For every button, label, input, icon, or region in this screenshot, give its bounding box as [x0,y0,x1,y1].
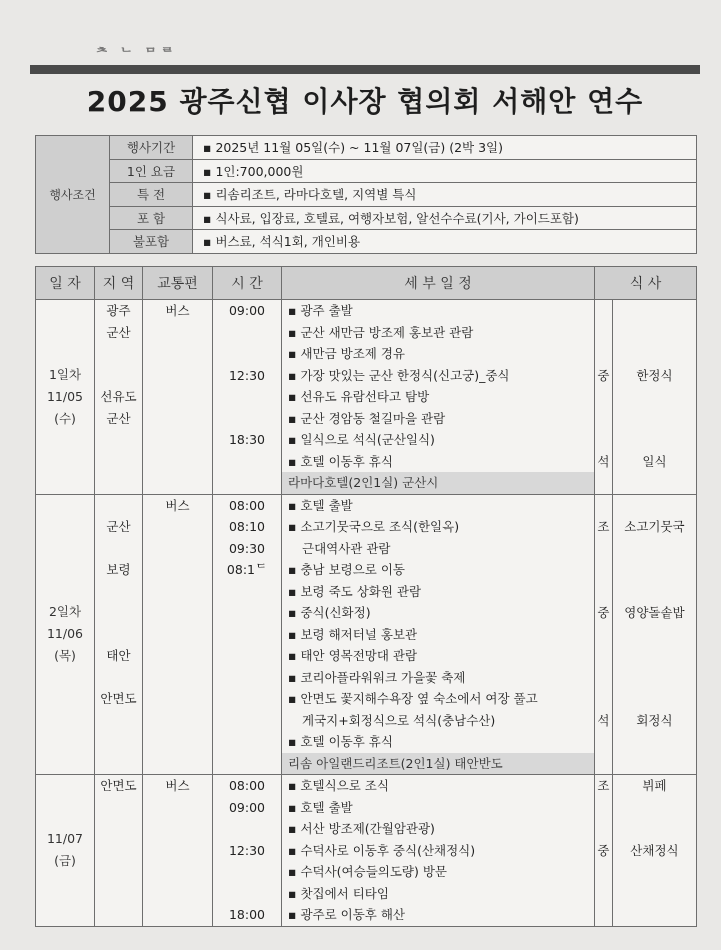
transport-line [143,408,212,430]
meal-mark [595,408,612,430]
region-line: 군산 [106,519,131,534]
meal-mark [595,688,612,710]
detail-line: ▪ 보령 해저터널 홍보관 [288,626,418,642]
meal-name [613,688,696,710]
meal-name [613,581,696,603]
meal-mark: 석 [597,712,610,728]
meal-name [613,731,696,753]
meal-mark [595,904,612,926]
time-line [213,667,281,689]
meal-mark [595,559,612,581]
spacer [613,753,696,775]
region-line: 광주 [106,303,131,318]
meal-name: 회정식 [636,712,673,728]
region-line: 선유도 [100,389,137,404]
hotel-info: 리솜 아일랜드리조트(2인1실) 태안반도 [282,753,594,775]
condition-value: ▪ 리솜리조트, 라마다호텔, 지역별 특식 [193,183,697,207]
time-line: 09:00 [228,303,266,318]
time-line: 08:00 [228,497,266,513]
detail-line: ▪ 태안 영목전망대 관람 [288,648,418,663]
detail-line: ▪ 호텔 출발 [288,497,353,513]
transport-line [143,343,212,365]
region-line: 보령 [106,562,131,577]
meal-mark: 석 [597,453,610,469]
meal-mark [595,343,612,365]
day-label-line: 11/07 [46,831,84,847]
meal-mark [595,861,612,883]
meal-mark [595,322,612,344]
header-region: 지 역 [95,267,143,300]
transport-line [143,559,212,581]
detail-line: ▪ 수덕사(여승들의도량) 방문 [288,864,447,879]
time-line: 09:00 [228,799,266,815]
detail-line: ▪ 중식(신화정) [288,605,371,620]
transport-line [143,538,212,560]
meal-name [613,624,696,646]
day-label-line: 11/05 [46,388,84,404]
header-fragment: ᄎ ᄂ ᄆᄅ [95,47,177,63]
day-label-line: 1일차 [48,366,82,382]
region-line [95,581,142,603]
meal-name [613,645,696,667]
region-line [95,495,142,517]
meal-mark [595,538,612,560]
spacer [143,472,212,494]
meal-name [613,559,696,581]
region-line [95,818,142,840]
meal-name [613,386,696,408]
time-line [213,343,281,365]
detail-line: ▪ 군산 경암동 철길마을 관람 [288,410,446,426]
transport-cell [143,775,213,927]
transport-line [143,645,212,667]
meal-name [613,300,696,322]
condition-key: 1인 요금 [110,159,193,183]
region-line: 태안 [106,648,131,663]
region-line [95,731,142,753]
time-cell [213,300,282,495]
meal-name: 뷔페 [642,778,667,793]
transport-line [143,883,212,905]
transport-cell [143,300,213,495]
region-line [95,861,142,883]
spacer [595,472,612,494]
meal-name [613,797,696,819]
detail-line: ▪ 코리아플라워워크 가을꽃 축제 [288,669,466,685]
transport-line [143,451,212,473]
detail-cell [282,300,595,495]
day-label-line: 2일차 [48,604,82,620]
meal-name [613,322,696,344]
region-line: 군산 [106,324,131,340]
meal-name [613,343,696,365]
meal-name-cell [612,300,696,495]
day-label-line: (목) [54,648,76,664]
condition-value: ▪ 2025년 11월 05일(수) ~ 11월 07일(금) (2박 3일) [193,136,697,160]
transport-line [143,386,212,408]
detail-line: ▪ 수덕사로 이동후 중식(산채정식) [288,842,476,858]
top-divider-bar [30,65,700,74]
transport-line [143,516,212,538]
transport-line: 버스 [165,303,190,318]
meal-mark [595,581,612,603]
transport-line: 버스 [165,497,190,513]
transport-line [143,429,212,451]
detail-line: ▪ 가장 맛있는 군산 한정식(신고궁)_중식 [288,367,510,383]
condition-key: 포 함 [110,206,193,230]
time-line [213,451,281,473]
region-line [95,710,142,732]
time-line [213,602,281,624]
conditions-label: 행사조건 [36,136,110,254]
detail-line: ▪ 호텔식으로 조식 [288,778,389,793]
detail-line: ▪ 서산 방조제(간월암관광) [288,821,435,836]
transport-line [143,861,212,883]
header-time: 시 간 [213,267,282,300]
time-line: 08:00 [228,778,266,793]
transport-line [143,624,212,646]
meal-mark [595,429,612,451]
day-label-cell [36,775,95,927]
meal-name: 한정식 [636,367,673,383]
spacer [95,472,142,494]
region-line [95,797,142,819]
time-line [213,581,281,603]
time-line: 08:10 [228,519,266,534]
meal-name [613,408,696,430]
meal-mark [595,883,612,905]
meal-name [613,495,696,517]
time-line: 12:30 [228,842,266,858]
region-cell [95,775,143,927]
detail-line: ▪ 새만금 방조제 경유 [288,346,405,361]
transport-line [143,818,212,840]
time-line: 08:1ᄃ [226,562,268,577]
meal-name: 영양돌솥밥 [624,605,685,620]
meal-mark [595,797,612,819]
detail-line: ▪ 광주로 이동후 해산 [288,907,405,922]
spacer [143,753,212,775]
spacer [213,753,281,775]
meal-mark: 조 [597,778,610,793]
detail-line: ▪ 찻집에서 티타임 [288,885,389,901]
conditions-table [35,135,697,254]
time-line [213,624,281,646]
meal-name: 산채정식 [630,842,679,858]
meal-mark-cell [595,300,613,495]
region-line: 군산 [106,410,131,426]
time-line [213,408,281,430]
transport-line [143,602,212,624]
transport-line [143,365,212,387]
detail-line: ▪ 군산 새만금 방조제 홍보관 관람 [288,324,474,340]
time-cell [213,775,282,927]
detail-line: ▪ 충남 보령으로 이동 [288,562,405,577]
detail-line: ▪ 안면도 꽃지해수욕장 옆 숙소에서 여장 풀고 [288,691,538,706]
condition-value: ▪ 버스료, 석식1회, 개인비용 [193,230,697,254]
time-line [213,883,281,905]
meal-mark-cell [595,494,613,775]
day-label-line: (금) [54,853,76,869]
spacer [613,472,696,494]
region-line [95,429,142,451]
transport-line: 버스 [165,778,190,793]
time-line [213,861,281,883]
spacer [95,753,142,775]
meal-mark [595,645,612,667]
detail-line: ▪ 호텔 출발 [288,799,353,815]
region-line [95,840,142,862]
region-line [95,343,142,365]
transport-cell [143,494,213,775]
header-transport: 교통편 [143,267,213,300]
region-line: 안면도 [100,691,137,706]
transport-line [143,322,212,344]
page-title: 2025 광주신협 이사장 협의회 서해안 연수 [86,85,644,118]
meal-name [613,883,696,905]
time-line: 18:00 [228,907,266,922]
day-label-line: 11/06 [46,626,84,642]
day-label-cell [36,300,95,495]
transport-line [143,667,212,689]
time-line: 12:30 [228,367,266,383]
region-line [95,538,142,560]
region-line [95,883,142,905]
schedule-day-row [36,775,697,927]
time-line [213,731,281,753]
region-line [95,904,142,926]
header-meal: 식 사 [595,267,697,300]
region-line [95,624,142,646]
condition-value: ▪ 1인:700,000원 [193,159,697,183]
meal-name [613,667,696,689]
detail-line: ▪ 선유도 유람선타고 탐방 [288,389,430,404]
meal-mark [595,386,612,408]
spacer [213,472,281,494]
time-line [213,386,281,408]
day-label-line: (수) [54,410,76,426]
day-label-cell [36,494,95,775]
time-cell [213,494,282,775]
meal-name [613,538,696,560]
schedule-day-row [36,300,697,495]
condition-key: 불포함 [110,230,193,254]
hotel-info: 라마다호텔(2인1실) 군산시 [282,472,594,494]
condition-key: 행사기간 [110,136,193,160]
detail-cell [282,494,595,775]
spacer [595,753,612,775]
meal-mark [595,818,612,840]
region-line [95,602,142,624]
schedule-day-row [36,494,697,775]
time-line: 09:30 [228,540,266,556]
meal-mark [595,624,612,646]
condition-key: 특 전 [110,183,193,207]
time-line [213,688,281,710]
transport-line [143,581,212,603]
region-cell [95,300,143,495]
detail-line: ▪ 소고기뭇국으로 조식(한일옥) [288,519,460,534]
region-line [95,451,142,473]
meal-mark [595,495,612,517]
meal-mark: 중 [597,842,610,858]
time-line [213,818,281,840]
meal-name-cell [612,494,696,775]
detail-line: ▪ 광주 출발 [288,303,353,318]
header-detail: 세 부 일 정 [282,267,595,300]
meal-name-cell [612,775,696,927]
meal-mark [595,300,612,322]
meal-name [613,861,696,883]
time-line [213,710,281,732]
meal-name: 일식 [642,453,667,469]
detail-line: 근대역사관 관람 [302,540,391,556]
detail-line: ▪ 일식으로 석식(군산일식) [288,432,435,447]
time-line [213,645,281,667]
meal-mark [595,731,612,753]
meal-name [613,429,696,451]
condition-value: ▪ 식사료, 입장료, 호텔료, 여행자보험, 알선수수료(기사, 가이드포함) [193,206,697,230]
detail-cell [282,775,595,927]
header-day: 일 자 [36,267,95,300]
schedule-table [35,266,697,927]
region-line: 안면도 [100,778,137,793]
detail-line: 게국지+회정식으로 석식(충남수산) [302,712,496,728]
meal-mark: 중 [597,605,610,620]
meal-name: 소고기뭇국 [624,519,685,534]
region-line [95,667,142,689]
transport-line [143,731,212,753]
detail-line: ▪ 호텔 이동후 휴식 [288,453,393,469]
meal-mark [595,667,612,689]
time-line: 18:30 [228,432,266,447]
detail-line: ▪ 보령 죽도 상화원 관람 [288,583,422,599]
meal-name [613,904,696,926]
transport-line [143,688,212,710]
region-cell [95,494,143,775]
time-line [213,322,281,344]
transport-line [143,710,212,732]
transport-line [143,797,212,819]
region-line [95,365,142,387]
meal-mark-cell [595,775,613,927]
meal-mark: 중 [597,367,610,383]
meal-mark: 조 [597,519,610,534]
transport-line [143,840,212,862]
detail-line: ▪ 호텔 이동후 휴식 [288,734,393,749]
meal-name [613,818,696,840]
transport-line [143,904,212,926]
